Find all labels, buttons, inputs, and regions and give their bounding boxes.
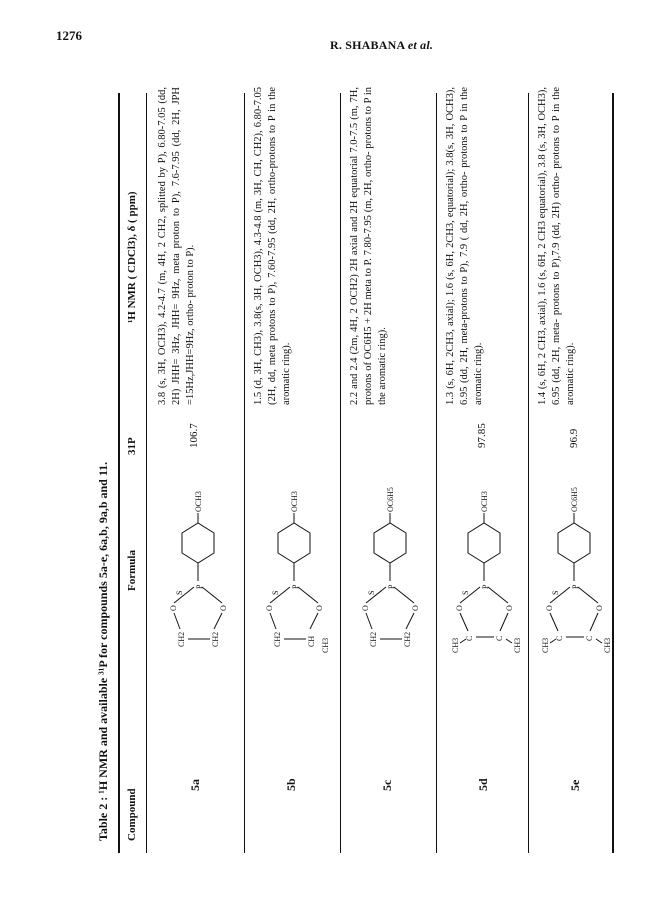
table-row	[442, 83, 526, 853]
row-divider	[436, 93, 437, 853]
row-divider	[528, 93, 529, 853]
svg-text:P: P	[195, 584, 204, 589]
running-head-authors: R. SHABANA	[330, 38, 405, 52]
svg-text:O: O	[545, 605, 554, 611]
p31-value: 96.9	[568, 428, 580, 448]
nmr-data: 1.3 (s, 6H, 2CH3, axial); 1.6 (s, 6H, 2CH3, equatorial); 3.8(s, 3H, OCH3), 6.95 (dd, 2H, meta-protons to P), 7.9 ( dd, 2H, ortho- protons to P in the aromatic ring).	[445, 87, 484, 405]
svg-text:S: S	[551, 590, 560, 595]
nmr-data: 3.8 (s, 3H, OCH3), 4.2-4.7 (m, 4H, 2 CH2, splitted by P), 6.80-7.05 (dd, 2H) JHH= 3Hz, JHH= 9Hz, meta proton to P), 7.6-7.95 (dd, 2H, JPH =15Hz,JHH=9Hz, ortho- proton to P).	[157, 87, 196, 405]
svg-text:OC6H5: OC6H5	[386, 487, 395, 512]
svg-text:CH2: CH2	[211, 631, 220, 647]
column-header-nmr: ¹H NMR ( CDCl3), δ ( ppm)	[126, 191, 138, 323]
svg-text:CH2: CH2	[369, 631, 378, 647]
tetramethyl-phenoxy-dioxaphospholane-structure	[534, 483, 614, 653]
p31-value: 97.85	[476, 423, 488, 448]
svg-text:CH3: CH3	[513, 637, 522, 653]
compound-id: 5b	[284, 778, 298, 791]
svg-text:CH3: CH3	[603, 637, 612, 653]
table-row	[346, 83, 434, 853]
table-header-rule	[146, 93, 147, 853]
svg-text:O: O	[265, 605, 274, 611]
svg-text:O: O	[219, 605, 228, 611]
svg-text:C: C	[495, 635, 504, 641]
dioxaphospholane-structure	[158, 483, 238, 653]
phenoxy-dioxaphospholane-structure	[350, 483, 430, 653]
svg-text:CH3: CH3	[541, 637, 550, 653]
compound-id: 5c	[380, 779, 394, 791]
svg-text:CH3: CH3	[451, 637, 460, 653]
tetramethyl-dioxaphospholane-structure	[444, 483, 524, 653]
svg-text:OCH3: OCH3	[290, 491, 299, 512]
page-number: 1276	[56, 28, 82, 43]
table-caption: Table 2 : ¹H NMR and available ³¹P for compounds 5a-e, 6a,b, 9a,b and 11.	[96, 461, 110, 841]
svg-text:P: P	[481, 584, 490, 589]
table-row	[154, 83, 242, 853]
compound-id: 5a	[188, 779, 202, 791]
svg-text:S: S	[367, 590, 376, 595]
svg-text:O: O	[595, 605, 604, 611]
row-divider	[340, 93, 341, 853]
compound-id: 5d	[476, 778, 490, 791]
svg-text:C: C	[585, 635, 594, 641]
svg-text:OC6H5: OC6H5	[570, 487, 579, 512]
table-top-rule	[118, 93, 120, 853]
svg-text:OCH3: OCH3	[480, 491, 489, 512]
svg-text:C: C	[465, 635, 474, 641]
running-head-etal: et al.	[407, 38, 434, 52]
structure-formula	[444, 483, 524, 653]
svg-text:P: P	[571, 584, 580, 589]
structure-formula	[534, 483, 614, 653]
table-row	[534, 83, 614, 853]
svg-text:CH3: CH3	[321, 637, 330, 653]
svg-text:CH2: CH2	[403, 631, 412, 647]
structure-formula	[158, 483, 238, 653]
svg-text:P: P	[387, 584, 396, 589]
svg-text:CH: CH	[307, 635, 316, 647]
running-head	[330, 38, 433, 53]
svg-text:P: P	[291, 584, 300, 589]
table-row	[250, 83, 338, 853]
svg-text:O: O	[361, 605, 370, 611]
methyl-dioxaphospholane-structure	[254, 483, 334, 653]
svg-text:O: O	[411, 605, 420, 611]
svg-text:O: O	[169, 605, 178, 611]
svg-text:O: O	[455, 605, 464, 611]
nmr-data: 2.2 and 2.4 (2m, 4H, 2 OCH2) 2H axial and 2H equatorial 7.0-7.5 (m, 7H, protons of OC6H5 + 2H meta to P. 7.80-7.95 (m, 2H, ortho- protons to P in the aromatic ring).	[349, 87, 388, 405]
column-header-formula: Formula	[126, 550, 138, 591]
p31-value: 106.7	[188, 423, 200, 448]
structure-formula	[350, 483, 430, 653]
column-header-p31: 31P	[126, 437, 138, 455]
svg-text:S: S	[271, 590, 280, 595]
svg-text:S: S	[461, 590, 470, 595]
table-bottom-rule	[612, 93, 614, 853]
nmr-data: 1.4 (s, 6H, 2 CH3, axial), 1.6 (s, 6H, 2 CH3 equatorial), 3.8 (s, 3H, OCH3), 6.95 (dd, 2H, meta- protons to P),7.9 (dd, 2H) ortho- protons to P in the aromatic ring).	[537, 87, 576, 405]
svg-text:CH2: CH2	[273, 631, 282, 647]
svg-text:O: O	[505, 605, 514, 611]
svg-text:CH2: CH2	[177, 631, 186, 647]
nmr-data: 1.5 (d, 3H, CH3), 3.8(s, 3H, OCH3), 4.3-4.8 (m, 3H, CH, CH2), 6.80-7.05 (2H, dd, meta protons to P), 7.60-7.95 (dd, 2H, ortho-protons to P in the aromatic ring).	[253, 87, 292, 405]
svg-text:S: S	[175, 590, 184, 595]
column-header-compound: Compound	[126, 788, 138, 841]
nmr-table	[94, 83, 614, 853]
structure-formula	[254, 483, 334, 653]
row-divider	[244, 93, 245, 853]
svg-text:O: O	[315, 605, 324, 611]
svg-text:OCH3: OCH3	[194, 491, 203, 512]
svg-text:C: C	[555, 635, 564, 641]
compound-id: 5e	[568, 779, 582, 791]
